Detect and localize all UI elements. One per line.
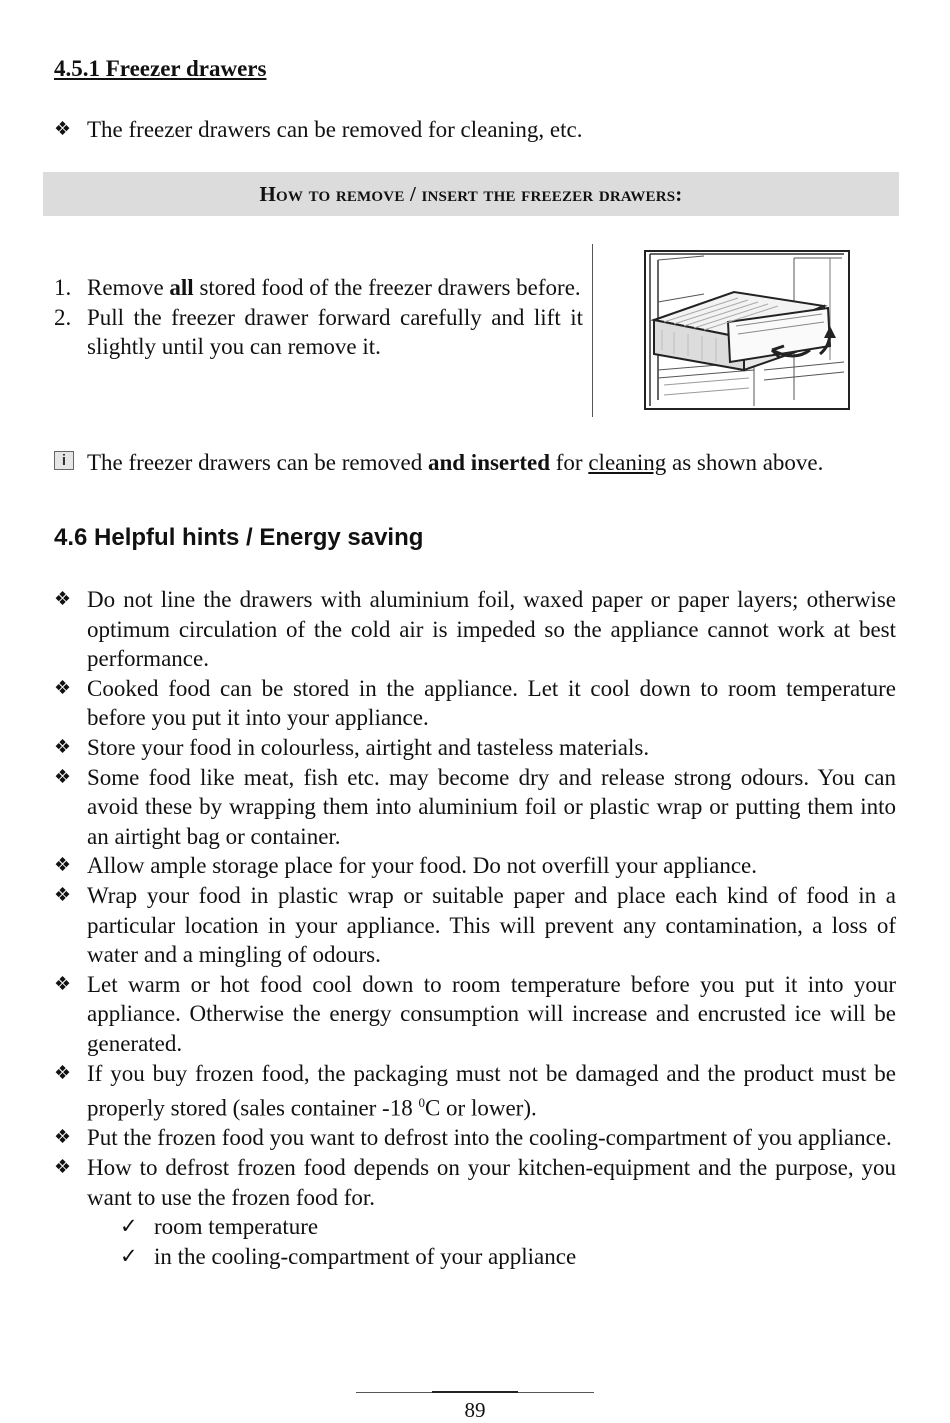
diamond-bullet-icon: ❖ bbox=[54, 1127, 72, 1149]
diamond-bullet-icon: ❖ bbox=[54, 855, 72, 877]
section-heading-freezer-drawers: 4.5.1 Freezer drawers bbox=[54, 56, 267, 81]
note-text-2: for bbox=[550, 450, 589, 475]
hint-item bbox=[54, 851, 896, 881]
info-icon: i bbox=[54, 451, 74, 470]
freezer-drawer-removal-illustration bbox=[644, 250, 850, 410]
step-item bbox=[54, 303, 583, 362]
step-item bbox=[54, 273, 583, 303]
column-divider bbox=[592, 244, 593, 417]
diamond-bullet-icon: ❖ bbox=[54, 589, 72, 610]
diamond-bullet-icon: ❖ bbox=[54, 736, 72, 758]
hint-item bbox=[54, 674, 896, 733]
hint-item bbox=[54, 1153, 896, 1212]
hint-item bbox=[54, 1123, 896, 1153]
hint-frozen-post: C or lower). bbox=[424, 1095, 537, 1121]
hint-text: Some food like meat, fish etc. may become dry and release strong odours. You can avoid these by wrapping them into aluminium foil or plastic wrap or putting them into an airtight bag or container. bbox=[87, 764, 896, 849]
hint-item bbox=[54, 1059, 896, 1124]
intro-text: The freezer drawers can be removed for cleaning, etc. bbox=[87, 117, 583, 142]
page-number: 89 bbox=[464, 1398, 486, 1422]
diamond-bullet-icon: ❖ bbox=[54, 1156, 72, 1178]
note-text-bold: and inserted bbox=[427, 450, 551, 475]
step-text-pre: Remove bbox=[87, 275, 170, 300]
checkmark-icon: ✓ bbox=[120, 1243, 138, 1268]
defrost-checklist bbox=[54, 1212, 896, 1271]
step-number: 2. bbox=[54, 304, 72, 330]
hint-text bbox=[87, 1059, 896, 1124]
hint-frozen-pre: If you buy frozen food, the packaging must not be damaged and the product must be properly stored (sales container -18 bbox=[87, 1060, 896, 1121]
note-text-1: The freezer drawers can be removed bbox=[87, 450, 428, 475]
hint-text: Put the frozen food you want to defrost into the cooling-compartment of you appliance. bbox=[87, 1125, 892, 1151]
hint-item bbox=[54, 881, 896, 970]
step-text-bold: all bbox=[169, 275, 194, 300]
footer-rule-accent bbox=[432, 1391, 518, 1393]
hint-text: Cooked food can be stored in the appliance. Let it cool down to room temperature before you put it into your appliance. bbox=[87, 675, 896, 731]
hint-text: Wrap your food in plastic wrap or suitable paper and place each kind of food in a particular location in your appliance. This will prevent any contamination, a loss of water and a mingling of odours. bbox=[87, 882, 896, 968]
diamond-bullet-icon: ❖ bbox=[54, 1062, 72, 1084]
hint-text: Store your food in colourless, airtight and tasteless materials. bbox=[87, 734, 650, 760]
diamond-bullet-icon: ❖ bbox=[54, 677, 72, 699]
checklist-text: in the cooling-compartment of your appliance bbox=[154, 1243, 577, 1269]
hint-text: Do not line the drawers with aluminium foil, waxed paper or paper layers; otherwise optimum circulation of the cold air is impeded so the appliance cannot work at best performance. bbox=[87, 587, 896, 672]
step-number: 1. bbox=[54, 275, 72, 300]
step-text: Pull the freezer drawer forward carefully and lift it slightly until you can remove it. bbox=[87, 304, 583, 360]
note-text-3: as shown above. bbox=[666, 450, 824, 475]
checkmark-icon: ✓ bbox=[120, 1214, 138, 1239]
note-text-underlined: cleaning bbox=[588, 450, 667, 475]
diamond-bullet-icon: ❖ bbox=[54, 973, 72, 995]
instruction-banner bbox=[43, 172, 899, 216]
checklist-item bbox=[54, 1242, 896, 1272]
diamond-bullet-icon: ❖ bbox=[54, 884, 72, 906]
intro-bullet bbox=[54, 115, 896, 145]
info-note bbox=[54, 448, 904, 478]
hint-text: Allow ample storage place for your food. Do not overfill your appliance. bbox=[87, 853, 757, 879]
hint-item bbox=[54, 733, 896, 763]
step-text-post: stored food of the freezer drawers before. bbox=[193, 275, 581, 300]
steps-list bbox=[54, 273, 583, 362]
checklist-item bbox=[54, 1212, 896, 1242]
hint-text: How to defrost frozen food depends on your kitchen-equipment and the purpose, you want to use the frozen food for. bbox=[87, 1154, 896, 1210]
diamond-bullet-icon: ❖ bbox=[54, 766, 72, 788]
checklist-text: room temperature bbox=[154, 1214, 319, 1240]
hint-text: Let warm or hot food cool down to room temperature before you put it into your appliance. Otherwise the energy consumption will increase and encrusted ice will be generated. bbox=[87, 971, 896, 1056]
hint-item bbox=[54, 970, 896, 1059]
diamond-bullet-icon: ❖ bbox=[54, 119, 72, 140]
section-heading-helpful-hints: 4.6 Helpful hints / Energy saving bbox=[54, 524, 424, 551]
hints-list bbox=[54, 585, 896, 1271]
banner-text: How to remove / insert the freezer drawers: bbox=[259, 181, 683, 206]
hint-item bbox=[54, 763, 896, 852]
hint-item bbox=[54, 585, 896, 674]
hint-frozen-degree: 0 bbox=[418, 1095, 425, 1111]
